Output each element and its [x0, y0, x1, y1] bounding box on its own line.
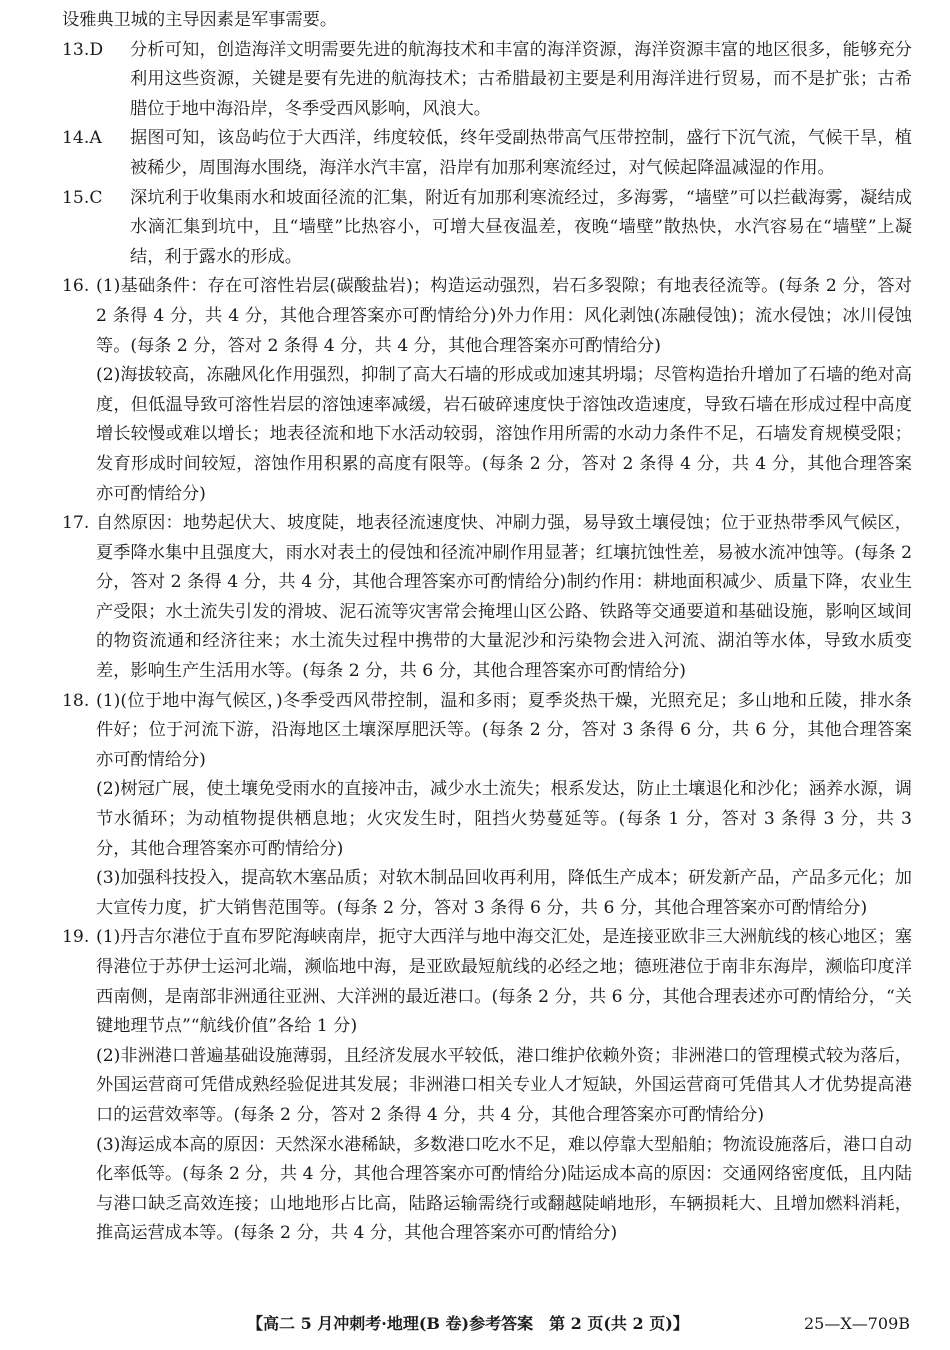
- question-number: 18.: [62, 690, 90, 711]
- question-number: [62, 184, 130, 273]
- question-number-label: 15.: [62, 187, 90, 208]
- page-footer: [0, 1312, 950, 1336]
- question-15: [62, 184, 912, 273]
- question-number: 19.: [62, 927, 90, 948]
- question-number: 17.: [62, 513, 90, 534]
- answer-paragraph: (1)基础条件：存在可溶性岩层(碳酸盐岩)；构造运动强烈，岩石多裂隙；有地表径流等。(每条 2 分，答对 2 条得 4 分，共 4 分，其他合理答案亦可酌情给分)外力作用：风化剥蚀(冻融侵蚀)；流水侵蚀；冰川侵蚀等。(每条 2 分，答对 2 条得 4 分，共 4 分，其他合理答案亦可酌情给分): [96, 276, 912, 356]
- intro-line: 设雅典卫城的主导因素是军事需要。: [62, 10, 338, 30]
- answer-paragraph: (2)海拔较高，冻融风化作用强烈，抑制了高大石墙的形成或加速其坍塌；尽管构造抬升增加了石墙的绝对高度，但低温导致可溶性岩层的溶蚀速率减缓，岩石破碎速度快于溶蚀改造速度，导致石墙在形成过程中高度增长较慢或难以增长；地表径流和地下水活动较弱，溶蚀作用所需的水动力条件不足，石墙发育规模受限；发育形成时间较短，溶蚀作用积累的高度有限等。(每条 2 分，答对 2 条得 4 分，共 4 分，其他合理答案亦可酌情给分): [96, 365, 912, 504]
- question-number-label: 13.: [62, 39, 90, 60]
- answer-paragraph: (3)加强科技投入，提高软木塞品质；对软木制品回收再利用，降低生产成本；研发新产品，产品多元化；加大宣传力度，扩大销售范围等。(每条 2 分，答对 3 条得 6 分，共 6 分，其他合理答案亦可酌情给分): [96, 868, 912, 918]
- question-answer-body: [96, 923, 912, 1249]
- answer-paragraph: (1)丹吉尔港位于直布罗陀海峡南岸，扼守大西洋与地中海交汇处，是连接亚欧非三大洲航线的核心地区；塞得港位于苏伊士运河北端，濒临地中海，是亚欧最短航线的必经之地；德班港位于南非东海岸，濒临印度洋西南侧，是南部非洲通往亚洲、大洋洲的最近港口。(每条 2 分，共 6 分，其他合理表述亦可酌情给分，“关键地理节点”“航线价值”各给 1 分): [96, 927, 912, 1037]
- question-16: [62, 272, 912, 509]
- question-explanation: 据图可知，该岛屿位于大西洋，纬度较低，终年受副热带高气压带控制，盛行下沉气流，气候干旱，植被稀少，周围海水围绕，海洋水汽丰富，沿岸有加那利寒流经过，对气候起降温减湿的作用。: [130, 128, 912, 178]
- answer-paragraph: 自然原因：地势起伏大、坡度陡，地表径流速度快、冲刷力强，易导致土壤侵蚀；位于亚热带季风气候区，夏季降水集中且强度大，雨水对表土的侵蚀和径流冲刷作用显著；红壤抗蚀性差，易被水流冲蚀等。(每条 2 分，答对 2 条得 4 分，共 4 分，其他合理答案亦可酌情给分)制约作用：耕地面积减少、质量下降，农业生产受限；水土流失引发的滑坡、泥石流等灾害常会掩埋山区公路、铁路等交通要道和基础设施，影响区域间的物资流通和经济往来；水土流失过程中携带的大量泥沙和污染物会进入河流、湖泊等水体，导致水质变差，影响生产生活用水等。(每条 2 分，共 6 分，其他合理答案亦可酌情给分): [96, 513, 912, 682]
- footer-title: 【高二 5 月冲刺考·地理(B 卷)参考答案 第 2 页(共 2 页)】: [247, 1314, 689, 1333]
- question-17: [62, 509, 912, 687]
- answer-paragraph: (3)海运成本高的原因：天然深水港稀缺，多数港口吃水不足，难以停靠大型船舶；物流设施落后，港口自动化率低等。(每条 2 分，共 4 分，其他合理答案亦可酌情给分)陆运成本高的原因：交通网络密度低，且内陆与港口缺乏高效连接；山地地形占比高，陆路运输需绕行或翻越陡峭地形，车辆损耗大、且增加燃料消耗，推高运营成本等。(每条 2 分，共 4 分，其他合理答案亦可酌情给分): [96, 1134, 912, 1244]
- question-answer-letter: A: [89, 128, 102, 149]
- question-answer-letter: C: [89, 187, 103, 208]
- question-number: [62, 124, 130, 183]
- question-13: [62, 36, 912, 125]
- question-explanation: 分析可知，创造海洋文明需要先进的航海技术和丰富的海洋资源，海洋资源丰富的地区很多，能够充分利用这些资源，关键是要有先进的航海技术；古希腊最初主要是利用海洋进行贸易，而不是扩张；古希腊位于地中海沿岸，冬季受西风影响，风浪大。: [130, 39, 912, 119]
- question-answer-body: [96, 687, 912, 924]
- footer-code: 25—X—709B: [803, 1314, 910, 1333]
- question-19: [62, 923, 912, 1249]
- question-14: [62, 124, 912, 183]
- question-number-label: 14.: [62, 128, 90, 149]
- answer-paragraph: (2)树冠广展，使土壤免受雨水的直接冲击，减少水土流失；根系发达，防止土壤退化和沙化；涵养水源，调节水循环；为动植物提供栖息地；火灾发生时，阻挡火势蔓延等。(每条 1 分，答对 3 条得 3 分，共 3 分，其他合理答案亦可酌情给分): [96, 779, 912, 859]
- question-answer-letter: D: [89, 39, 104, 60]
- question-explanation: 深坑利于收集雨水和坡面径流的汇集，附近有加那利寒流经过，多海雾，“墙壁”可以拦截海雾，凝结成水滴汇集到坑中，且“墙壁”比热容小，可增大昼夜温差，夜晚“墙壁”散热快，水汽容易在“墙壁”上凝结，利于露水的形成。: [130, 187, 912, 267]
- question-18: [62, 687, 912, 924]
- answer-content: [62, 6, 912, 1249]
- question-answer-body: [96, 509, 912, 687]
- question-answer-body: [96, 272, 912, 509]
- question-number: [62, 36, 130, 125]
- question-number: 16.: [62, 276, 90, 297]
- answer-paragraph: (2)非洲港口普遍基础设施薄弱，且经济发展水平较低，港口维护依赖外资；非洲港口的管理模式较为落后，外国运营商可凭借成熟经验促进其发展；非洲港口相关专业人才短缺，外国运营商可凭借其人才优势提高港口的运营效率等。(每条 2 分，答对 2 条得 4 分，共 4 分，其他合理答案亦可酌情给分): [96, 1045, 912, 1125]
- answer-paragraph: (1)(位于地中海气候区，)冬季受西风带控制，温和多雨；夏季炎热干燥，光照充足；多山地和丘陵，排水条件好；位于河流下游，沿海地区土壤深厚肥沃等。(每条 2 分，答对 3 条得 6 分，共 6 分，其他合理答案亦可酌情给分): [96, 690, 912, 770]
